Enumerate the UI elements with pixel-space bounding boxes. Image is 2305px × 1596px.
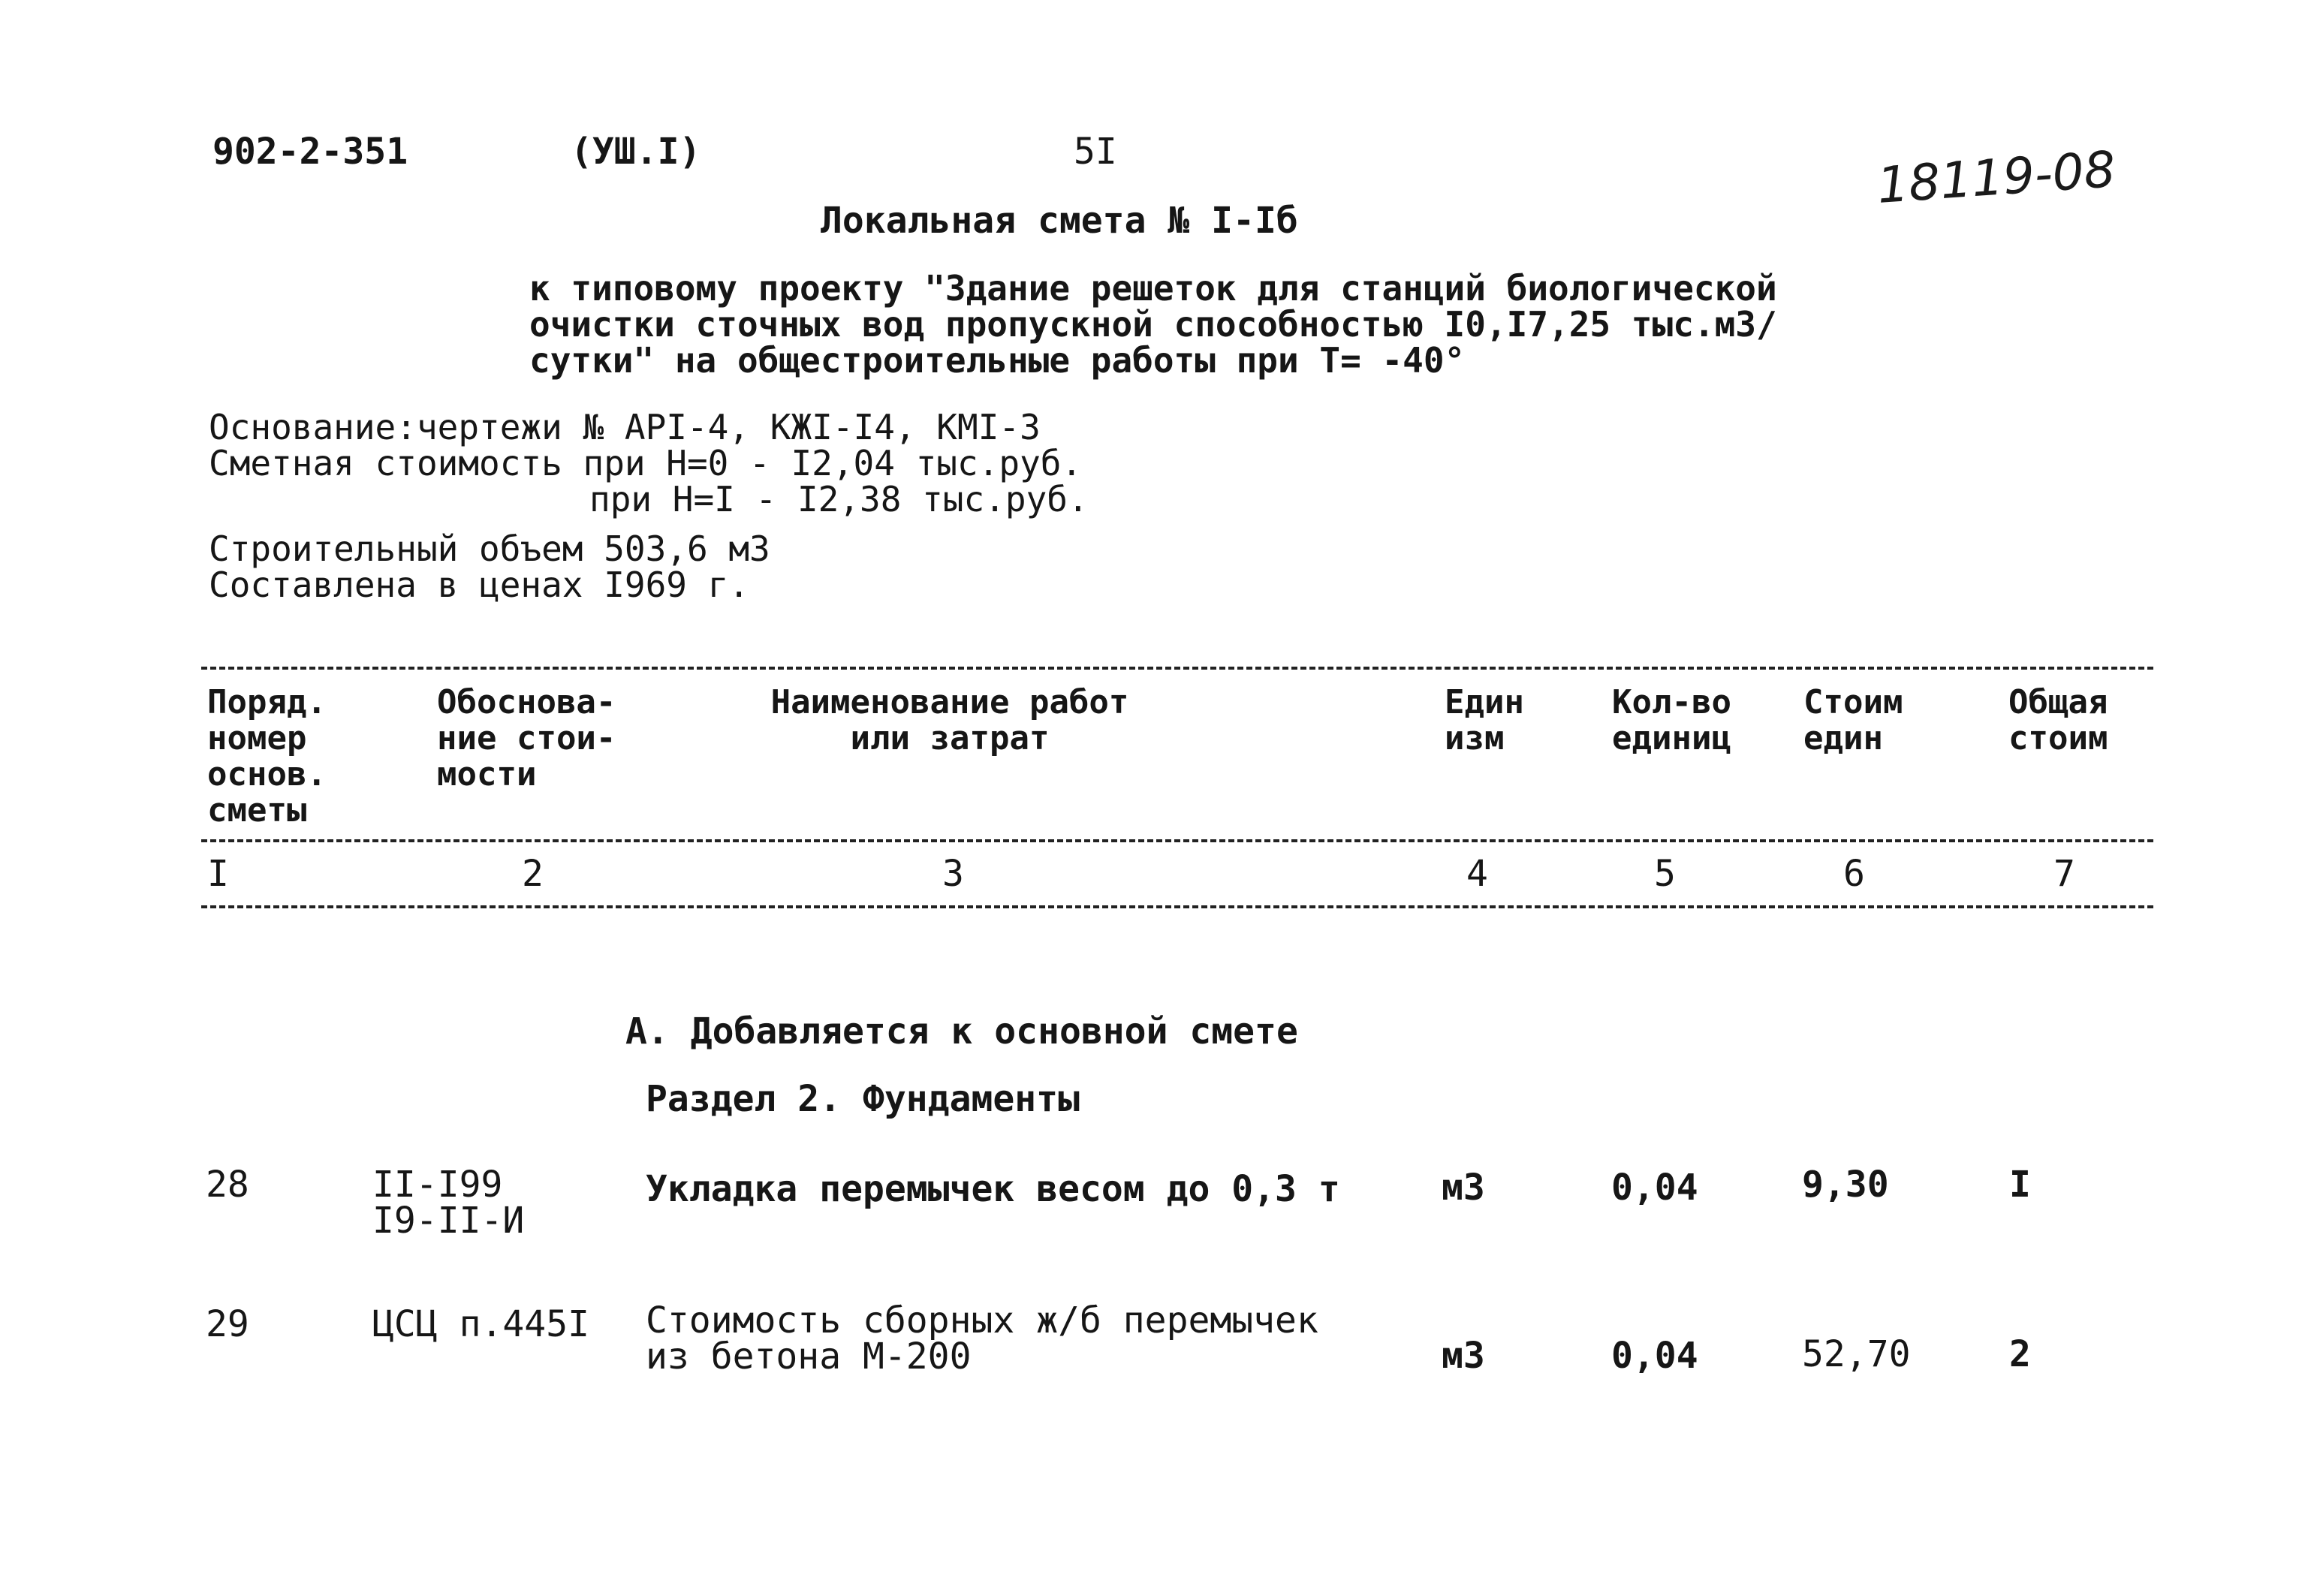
volume-line: Строительный объем 503,6 м3 <box>209 528 770 569</box>
col-number: 2 <box>522 853 544 895</box>
col-header-3 <box>755 685 1145 757</box>
row-name: Укладка перемычек весом до 0,3 т <box>646 1168 1340 1210</box>
row-name <box>646 1299 1318 1378</box>
header-text: Поряд. <box>207 683 327 721</box>
doc-code: 902-2-351 <box>212 131 408 173</box>
handwritten-number: 18119-08 <box>1875 140 2118 215</box>
row-total: I <box>2009 1164 2031 1206</box>
row-qty: 0,04 <box>1611 1335 1698 1377</box>
col-header-4 <box>1445 685 1524 757</box>
basis-text: I9-II-И <box>372 1200 525 1242</box>
col-number: 4 <box>1466 853 1488 895</box>
name-text: Стоимость сборных ж/б перемычек <box>646 1299 1318 1342</box>
col-header-7 <box>2008 685 2108 757</box>
header-text: стоим <box>2008 719 2108 757</box>
page-title: Локальная смета № I-Iб <box>821 200 1298 242</box>
name-text: из бетона М-200 <box>646 1336 972 1378</box>
section-a-heading: А. Добавляется к основной смете <box>625 1010 1298 1052</box>
subtitle-line: сутки" на общестроительные работы при Т= -40° <box>529 340 1466 381</box>
subtitle <box>529 268 1777 381</box>
section-2-heading: Раздел 2. Фундаменты <box>646 1078 1080 1120</box>
page-number: 5I <box>1074 131 1117 173</box>
header-text: сметы <box>207 791 307 830</box>
row-qty: 0,04 <box>1611 1167 1698 1209</box>
subtitle-line: очистки сточных вод пропускной способностью I0,I7,25 тыс.м3/ <box>529 304 1777 345</box>
header-text: Общая <box>2008 683 2108 721</box>
header-text: Наименование работ <box>770 683 1129 721</box>
header-text: Кол-во <box>1612 683 1731 721</box>
col-number: 3 <box>942 853 964 895</box>
row-basis <box>372 1164 525 1242</box>
header-text: или затрат <box>850 719 1050 757</box>
header-text: един <box>1803 719 1883 757</box>
section-code: (УШ.I) <box>571 131 701 173</box>
table-mid-rule <box>201 839 2153 842</box>
col-header-6 <box>1803 685 1903 757</box>
col-number: 5 <box>1654 853 1676 895</box>
prices-line: Составлена в ценах I969 г. <box>209 565 750 605</box>
subtitle-line: к типовому проекту "Здание решеток для станций биологической <box>529 268 1777 309</box>
cost-line-2: при Н=I - I2,38 тыс.руб. <box>589 479 1089 519</box>
col-number: 7 <box>2053 853 2075 895</box>
row-unit-cost: 52,70 <box>1802 1333 1911 1375</box>
table-bottom-rule <box>201 905 2153 908</box>
header-text: ние стои- <box>437 719 616 757</box>
col-number: I <box>207 853 229 895</box>
col-header-2 <box>437 685 616 793</box>
header-text: основ. <box>207 755 327 793</box>
header-text: Обоснова- <box>437 683 616 721</box>
col-header-1 <box>207 685 327 829</box>
header-text: Стоим <box>1803 683 1903 721</box>
cost-line-1: Сметная стоимость при Н=0 - I2,04 тыс.руб. <box>209 443 1083 483</box>
col-number: 6 <box>1843 853 1865 895</box>
header-text: мости <box>437 755 537 793</box>
row-basis: ЦСЦ п.445I <box>372 1303 589 1345</box>
col-header-5 <box>1612 685 1731 757</box>
row-unit: м3 <box>1442 1167 1485 1209</box>
header-text: номер <box>207 719 307 757</box>
row-total: 2 <box>2009 1333 2031 1375</box>
row-number: 29 <box>206 1303 249 1345</box>
table-top-rule <box>201 667 2153 670</box>
header-text: единиц <box>1612 719 1731 757</box>
basis-text: II-I99 <box>372 1164 503 1206</box>
row-unit: м3 <box>1442 1335 1485 1377</box>
row-number: 28 <box>206 1164 249 1206</box>
header-text: изм <box>1445 719 1505 757</box>
header-text: Един <box>1445 683 1524 721</box>
basis-line: Основание:чертежи № АРI-4, КЖI-I4, КМI-3 <box>209 407 1041 447</box>
row-unit-cost: 9,30 <box>1802 1164 1889 1206</box>
